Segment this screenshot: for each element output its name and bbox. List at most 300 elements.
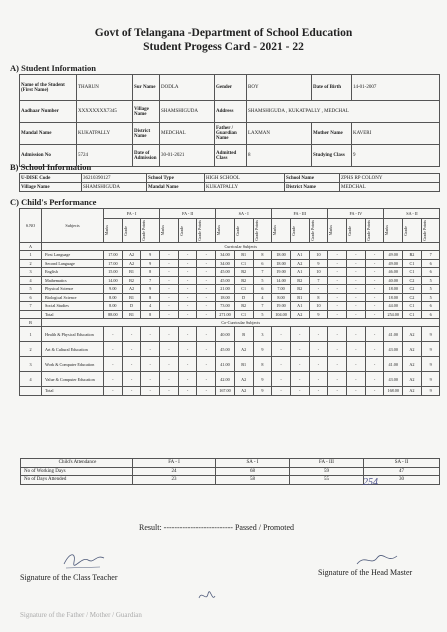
co-curricular-heading-code: B [20, 319, 42, 327]
score-cell: - [197, 251, 216, 260]
curricular-heading: Curricular Subjects [42, 243, 440, 251]
score-cell: - [328, 259, 347, 268]
score-cell: - [197, 310, 216, 319]
score-cell: 104.00 [272, 310, 291, 319]
score-cell: - [197, 357, 216, 372]
score-cell: B1 [122, 268, 141, 277]
score-cell: - [328, 387, 347, 396]
score-cell: 18.00 [384, 293, 403, 302]
result-line [139, 523, 294, 532]
subject-row [20, 357, 440, 372]
result-dashes: -------------------------- [163, 523, 233, 532]
score-cell: 8 [141, 268, 160, 277]
score-cell: - [346, 293, 365, 302]
score-cell: 5 [421, 293, 440, 302]
score-cell: - [272, 327, 291, 342]
school-village-label: Village Name [20, 183, 82, 192]
score-cell: - [104, 372, 123, 387]
score-cell: - [290, 357, 309, 372]
score-cell: 9 [253, 372, 272, 387]
score-cell: 8 [141, 310, 160, 319]
score-cell: - [160, 293, 179, 302]
score-cell: A2 [234, 342, 253, 357]
score-cell: 9 [309, 259, 328, 268]
grade-subheader: Grade [122, 225, 128, 236]
score-cell: 5 [421, 276, 440, 285]
score-cell: 7 [253, 268, 272, 277]
score-cell: - [160, 357, 179, 372]
grade-subheader: Grade [403, 225, 409, 236]
score-cell: 17.00 [104, 259, 123, 268]
row-sno: 4 [20, 276, 42, 285]
score-cell: - [365, 342, 384, 357]
score-cell: - [365, 327, 384, 342]
score-cell: - [346, 310, 365, 319]
score-cell: - [197, 302, 216, 311]
score-cell: - [346, 357, 365, 372]
score-cell: - [160, 310, 179, 319]
score-cell: A2 [403, 327, 422, 342]
score-cell: 49.00 [384, 259, 403, 268]
score-cell: 8 [253, 251, 272, 260]
score-cell: 43.00 [384, 372, 403, 387]
score-cell: - [122, 387, 141, 396]
score-cell: 8 [253, 357, 272, 372]
row-sno: 1 [20, 251, 42, 260]
working-days-fa1: 24 [133, 467, 216, 476]
score-cell: 8 [141, 293, 160, 302]
score-cell: 9 [141, 259, 160, 268]
days-attended-sa2: 30 [364, 476, 440, 485]
days-attended-fa3: 55 [290, 476, 364, 485]
score-cell: 10 [309, 302, 328, 311]
score-cell: - [309, 372, 328, 387]
score-cell: 6 [421, 259, 440, 268]
marks-subheader: Marks [160, 225, 166, 236]
school-village: SHAMSHIGUDA [82, 183, 147, 192]
score-cell: - [197, 342, 216, 357]
score-cell: 6 [253, 259, 272, 268]
mother-label: Mother Name [312, 123, 352, 145]
score-cell: 18.00 [272, 259, 291, 268]
score-cell: - [365, 310, 384, 319]
surname: DODLA [160, 75, 215, 101]
grade-subheader: Grade [178, 225, 184, 236]
score-cell: 4 [253, 293, 272, 302]
score-cell: 17.00 [104, 251, 123, 260]
working-days-fa3: 59 [290, 467, 364, 476]
score-cell: 41.00 [384, 327, 403, 342]
score-cell: - [197, 327, 216, 342]
village-label: Village Name [133, 101, 160, 123]
score-cell: B1 [234, 251, 253, 260]
udise-code: 36210390127 [82, 174, 147, 183]
score-cell: - [346, 259, 365, 268]
guardian: LAXMAN [247, 123, 312, 145]
grade-points-subheader: Grade Points [253, 220, 259, 241]
score-cell: 44.00 [384, 302, 403, 311]
score-cell: A2 [234, 387, 253, 396]
score-cell: - [122, 342, 141, 357]
village: SHAMSHIGUDA [160, 101, 215, 123]
score-cell: 49.00 [384, 251, 403, 260]
score-cell: 8.00 [104, 302, 123, 311]
score-cell: C1 [403, 259, 422, 268]
score-cell: - [178, 285, 197, 294]
subject-name: First Language [42, 251, 104, 260]
subject-row [20, 251, 440, 260]
score-cell: A2 [290, 310, 309, 319]
score-cell: - [328, 276, 347, 285]
score-cell: - [365, 357, 384, 372]
result-label: Result: [139, 523, 162, 532]
days-attended-fa1: 23 [133, 476, 216, 485]
score-cell: B2 [290, 285, 309, 294]
guardian-label: Father / Guardian Name [215, 123, 247, 145]
score-cell: - [309, 387, 328, 396]
mother: KAVERI [352, 123, 440, 145]
total-label: Total [42, 310, 104, 319]
score-cell: 18.00 [272, 251, 291, 260]
score-cell: 8.00 [104, 293, 123, 302]
score-cell: - [122, 357, 141, 372]
subject-name: Second Language [42, 259, 104, 268]
score-cell: - [272, 357, 291, 372]
score-cell: - [160, 285, 179, 294]
score-cell: 9 [253, 387, 272, 396]
curricular-heading-code: A [20, 243, 42, 251]
score-cell: 4 [141, 302, 160, 311]
score-cell: B2 [403, 251, 422, 260]
school-type: HIGH SCHOOL [205, 174, 285, 183]
score-cell: - [197, 268, 216, 277]
aadhaar: XXXXXXXX7345 [77, 101, 133, 123]
att-col-sa1: SA - I [216, 459, 290, 468]
score-cell: 9.00 [104, 285, 123, 294]
score-cell: - [346, 285, 365, 294]
score-cell: - [160, 372, 179, 387]
score-cell: - [160, 259, 179, 268]
result-value: Passed / Promoted [234, 523, 295, 532]
score-cell: - [141, 357, 160, 372]
score-cell: 271.00 [216, 310, 235, 319]
score-cell: B2 [122, 276, 141, 285]
score-cell: A2 [403, 342, 422, 357]
mandal-label: Mandal Name [20, 123, 77, 145]
score-cell: A2 [290, 259, 309, 268]
subject-name: Biological Science [42, 293, 104, 302]
attendance-heading: Child's Attendance [21, 459, 133, 468]
subject-row [20, 302, 440, 311]
att-col-fa3: FA - III [290, 459, 364, 468]
score-cell: - [346, 302, 365, 311]
score-cell: - [178, 302, 197, 311]
score-cell: 7 [253, 302, 272, 311]
score-cell: 10 [309, 251, 328, 260]
score-cell: D [234, 293, 253, 302]
score-cell: B2 [234, 268, 253, 277]
score-cell: - [328, 251, 347, 260]
subject-name: Art & Cultural Education [42, 342, 104, 357]
score-cell: 19.00 [272, 302, 291, 311]
score-cell: - [104, 357, 123, 372]
score-cell: - [328, 268, 347, 277]
exam-header: SA - II [384, 209, 440, 219]
mandal: KUKATPALLY [77, 123, 133, 145]
total-row [20, 310, 440, 319]
exam-header: FA - I [104, 209, 160, 219]
score-cell: - [309, 327, 328, 342]
score-cell: 88.00 [104, 310, 123, 319]
score-cell: C2 [403, 293, 422, 302]
studying-class-label: Studying Class [312, 145, 352, 167]
score-cell: 18.00 [384, 285, 403, 294]
head-master-signature: Signature of the Head Master [318, 568, 413, 577]
grade-points-subheader: Grade Points [365, 220, 371, 241]
udise-label: U-DISE Code [20, 174, 82, 183]
score-cell: - [309, 342, 328, 357]
score-cell: 41.00 [216, 357, 235, 372]
score-cell: - [197, 372, 216, 387]
score-cell: - [122, 372, 141, 387]
score-cell: 5 [253, 276, 272, 285]
subject-row [20, 327, 440, 342]
score-cell: 9 [141, 285, 160, 294]
surname-label: Sur Name [133, 75, 160, 101]
district-label: District Name [133, 123, 160, 145]
score-cell: 7 [309, 276, 328, 285]
subject-row [20, 276, 440, 285]
score-cell: B2 [290, 276, 309, 285]
score-cell: - [104, 342, 123, 357]
score-cell: 21.00 [216, 285, 235, 294]
address-label: Address [215, 101, 247, 123]
score-cell: 254.00 [384, 310, 403, 319]
district: MEDCHAL [160, 123, 215, 145]
performance-table [19, 208, 440, 396]
score-cell: - [160, 302, 179, 311]
score-cell: D [122, 302, 141, 311]
score-cell: - [346, 327, 365, 342]
score-cell: A1 [290, 302, 309, 311]
score-cell: - [178, 276, 197, 285]
row-sno: 2 [20, 342, 42, 357]
score-cell: A2 [122, 285, 141, 294]
days-attended-sa1: 58 [216, 476, 290, 485]
exam-header: FA - III [272, 209, 328, 219]
score-cell: B1 [290, 293, 309, 302]
score-cell: 5 [253, 310, 272, 319]
admission-date: 30-01-2021 [160, 145, 215, 167]
aadhaar-label: Aadhaar Number [20, 101, 77, 123]
score-cell: B2 [234, 276, 253, 285]
subject-name: Social Studies [42, 302, 104, 311]
score-cell: 9 [421, 327, 440, 342]
score-cell: - [365, 293, 384, 302]
score-cell: B2 [234, 302, 253, 311]
score-cell: 42.00 [216, 372, 235, 387]
dob-label: Date of Birth [312, 75, 352, 101]
score-cell: A2 [122, 259, 141, 268]
score-cell: - [328, 302, 347, 311]
subject-name: English [42, 268, 104, 277]
row-sno [20, 387, 42, 396]
subject-name: Mathematics [42, 276, 104, 285]
score-cell: C1 [234, 310, 253, 319]
score-cell: - [197, 276, 216, 285]
working-days-label: No of Working Days [21, 467, 133, 476]
total-label: Total [42, 387, 104, 396]
score-cell: - [178, 259, 197, 268]
score-cell: A1 [290, 268, 309, 277]
score-cell: - [290, 387, 309, 396]
parent-signature: Signature of the Father / Mother / Guardian [20, 611, 142, 619]
subject-row [20, 372, 440, 387]
score-cell: - [272, 342, 291, 357]
score-cell: - [346, 268, 365, 277]
row-sno: 3 [20, 357, 42, 372]
score-cell: - [365, 372, 384, 387]
subject-name: Health & Physical Education [42, 327, 104, 342]
row-sno: 3 [20, 268, 42, 277]
section-b-heading: B) School Information [10, 162, 92, 172]
score-cell: 8 [309, 293, 328, 302]
score-cell: 14.00 [272, 276, 291, 285]
sno-header: S.NO [20, 209, 42, 243]
section-c-heading: C) Child's Performance [10, 197, 97, 207]
row-sno: 6 [20, 293, 42, 302]
score-cell: C1 [234, 259, 253, 268]
score-cell: 9 [421, 372, 440, 387]
score-cell: 43.00 [384, 342, 403, 357]
score-cell: 34.00 [216, 251, 235, 260]
exam-header: FA - IV [328, 209, 384, 219]
admitted-class: 8 [247, 145, 312, 167]
school-district-label: District Name [285, 183, 340, 192]
admitted-class-label: Admitted Class [215, 145, 247, 167]
score-cell: C1 [234, 285, 253, 294]
exam-header: SA - I [216, 209, 272, 219]
score-cell: A2 [234, 372, 253, 387]
grade-points-subheader: Grade Points [309, 220, 315, 241]
row-sno: 1 [20, 327, 42, 342]
subject-row [20, 342, 440, 357]
score-cell: - [365, 268, 384, 277]
score-cell: - [141, 387, 160, 396]
school-type-label: School Type [147, 174, 205, 183]
score-cell: C1 [403, 268, 422, 277]
score-cell: 15.00 [104, 268, 123, 277]
working-days-sa1: 68 [216, 467, 290, 476]
score-cell: - [197, 293, 216, 302]
score-cell: - [104, 327, 123, 342]
board-title: Govt of Telangana -Department of School Education [94, 27, 353, 39]
marks-subheader: Marks [104, 225, 109, 236]
subject-name: Physical Science [42, 285, 104, 294]
gender: BOY [247, 75, 312, 101]
score-cell: - [178, 387, 197, 396]
score-cell: A2 [403, 372, 422, 387]
score-cell: C2 [403, 285, 422, 294]
score-cell: B1 [234, 357, 253, 372]
score-cell: 45.00 [216, 342, 235, 357]
marks-subheader: Marks [328, 225, 334, 236]
dob: 14-01-2007 [352, 75, 440, 101]
score-cell: - [197, 259, 216, 268]
subjects-header: Subjects [42, 209, 104, 243]
score-cell: - [365, 259, 384, 268]
school-mandal-label: Mandal Name [147, 183, 205, 192]
score-cell: - [365, 285, 384, 294]
exam-header: FA - II [160, 209, 216, 219]
score-cell: 40.00 [216, 327, 235, 342]
gender-label: Gender [215, 75, 247, 101]
subject-row [20, 293, 440, 302]
score-cell: - [160, 268, 179, 277]
score-cell: 45.00 [216, 276, 235, 285]
score-cell: 10 [309, 268, 328, 277]
subject-row [20, 285, 440, 294]
score-cell: - [178, 372, 197, 387]
admission-date-label: Date of Admission [133, 145, 160, 167]
score-cell: - [290, 327, 309, 342]
score-cell: C2 [403, 276, 422, 285]
score-cell: 19.00 [272, 268, 291, 277]
score-cell: C1 [403, 302, 422, 311]
score-cell: - [328, 310, 347, 319]
subject-name: Value & Computer Education [42, 372, 104, 387]
score-cell: - [178, 357, 197, 372]
total-row [20, 387, 440, 396]
class-teacher-signature-scribble [60, 548, 110, 570]
score-cell: 6 [253, 285, 272, 294]
score-cell: - [328, 357, 347, 372]
score-cell: - [178, 327, 197, 342]
score-cell: 18.00 [216, 293, 235, 302]
score-cell: - [160, 342, 179, 357]
grade-subheader: Grade [290, 225, 296, 236]
grade-subheader: Grade [346, 225, 352, 236]
score-cell: - [309, 285, 328, 294]
score-cell: 9 [253, 342, 272, 357]
score-cell: A2 [122, 251, 141, 260]
score-cell: 46.00 [384, 268, 403, 277]
row-sno: 7 [20, 302, 42, 311]
score-cell: - [346, 387, 365, 396]
row-sno: 2 [20, 259, 42, 268]
school-info-table [19, 173, 440, 192]
score-cell: - [141, 327, 160, 342]
att-col-fa1: FA - I [133, 459, 216, 468]
score-cell: 9 [141, 251, 160, 260]
score-cell: - [328, 327, 347, 342]
score-cell: 6 [421, 302, 440, 311]
score-cell: 6 [421, 268, 440, 277]
score-cell: - [160, 387, 179, 396]
score-cell: 167.00 [216, 387, 235, 396]
score-cell: - [328, 342, 347, 357]
score-cell: - [197, 285, 216, 294]
score-cell: - [178, 342, 197, 357]
grade-points-subheader: Grade Points [421, 220, 427, 241]
school-name-label: School Name [285, 174, 340, 183]
admission-no: 5724 [77, 145, 133, 167]
score-cell: - [160, 276, 179, 285]
section-a-heading: A) Student Information [10, 63, 96, 73]
score-cell: - [160, 327, 179, 342]
score-cell: 7 [141, 276, 160, 285]
address: SHAMSHIGUDA , KUKATPALLY , MEDCHAL [247, 101, 440, 123]
